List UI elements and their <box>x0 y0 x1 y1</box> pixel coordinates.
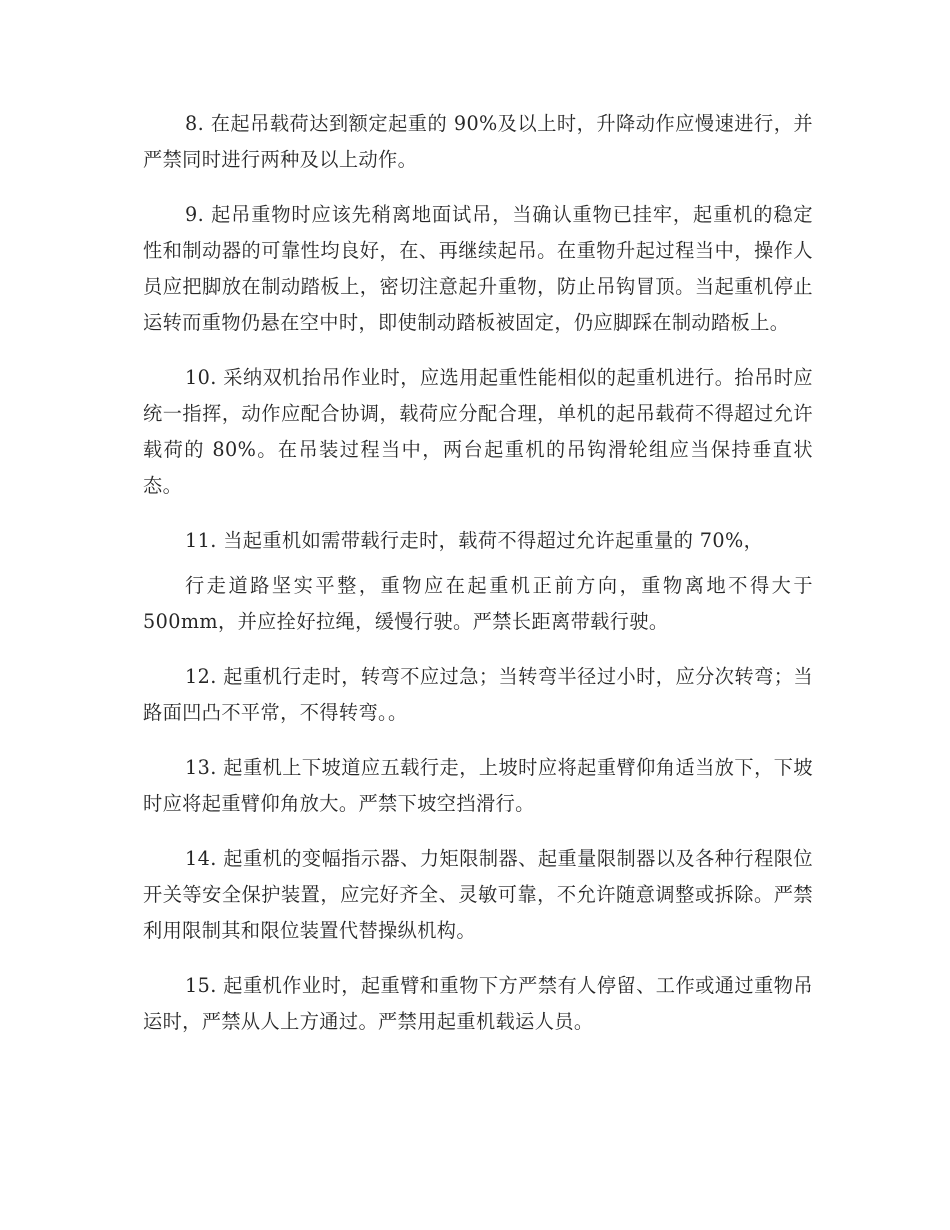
paragraph-item-14: 14. 起重机的变幅指示器、力矩限制器、起重量限制器以及各种行程限位开关等安全保护装置，应完好齐全、灵敏可靠，不允许随意调整或拆除。严禁利用限制其和限位装置代替操纵机构。 <box>143 847 813 942</box>
paragraph-item-9: 9. 起吊重物时应该先稍离地面试吊，当确认重物已挂牢，起重机的稳定性和制动器的可靠性均良好，在、再继续起吊。在重物升起过程当中，操作人员应把脚放在制动踏板上，密切注意起升重物，防止吊钩冒顶。当起重机停止运转而重物仍悬在空中时，即使制动踏板被固定，仍应脚踩在制动踏板上。 <box>143 203 813 334</box>
paragraph-item-8: 8. 在起吊载荷达到额定起重的 90%及以上时，升降动作应慢速进行，并严禁同时进行两种及以上动作。 <box>143 112 813 171</box>
paragraph-item-12: 12. 起重机行走时，转弯不应过急；当转弯半径过小时，应分次转弯；当路面凹凸不平常，不得转弯。。 <box>143 665 813 724</box>
paragraph-item-15: 15. 起重机作业时，起重臂和重物下方严禁有人停留、工作或通过重物吊运时，严禁从人上方通过。严禁用起重机载运人员。 <box>143 974 813 1033</box>
paragraph-item-11: 11. 当起重机如需带载行走时，载荷不得超过允许起重量的 70%， <box>185 529 764 552</box>
paragraph-item-10: 10. 采纳双机抬吊作业时，应选用起重性能相似的起重机进行。抬吊时应统一指挥，动作应配合协调，载荷应分配合理，单机的起吊载荷不得超过允许载荷的 80%。在吊装过程当中，两台起重机的吊钩滑轮组应当保持垂直状态。 <box>143 366 813 497</box>
document-body <box>143 106 813 1040</box>
paragraph-item-11-continued: 行走道路坚实平整，重物应在起重机正前方向，重物离地不得大于 500mm，并应拴好拉绳，缓慢行驶。严禁长距离带载行驶。 <box>143 574 813 633</box>
paragraph-item-13: 13. 起重机上下坡道应五载行走，上坡时应将起重臂仰角适当放下，下坡时应将起重臂仰角放大。严禁下坡空挡滑行。 <box>143 756 813 815</box>
